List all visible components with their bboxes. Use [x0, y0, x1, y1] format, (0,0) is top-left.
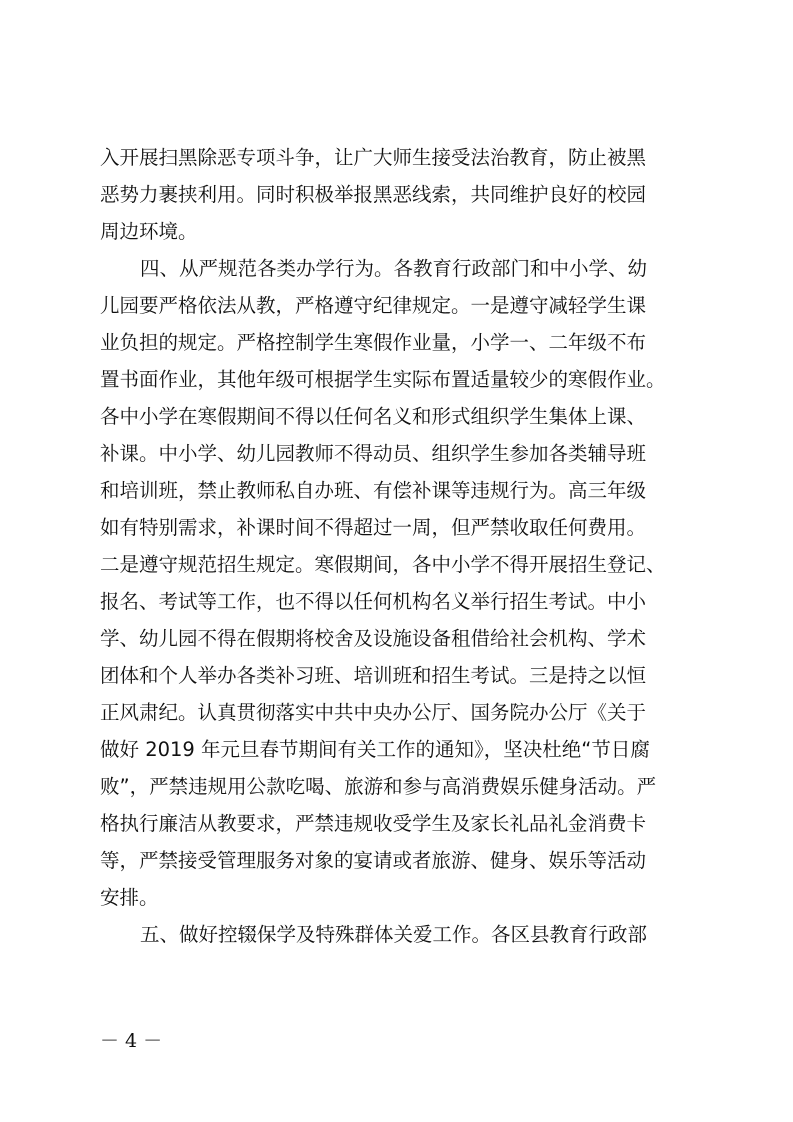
section-four-heading-line: 四、从严规范各类办学行为。各教育行政部门和中小学、幼	[140, 257, 648, 280]
text-line: 补课。中小学、幼儿园教师不得动员、组织学生参加各类辅导班	[100, 442, 647, 465]
paragraph-section-four	[100, 250, 696, 916]
text-line: 如有特别需求，补课时间不得超过一周，但严禁收取任何费用。	[100, 516, 647, 539]
text-line: 恶势力裹挟利用。同时积极举报黑恶线索，共同维护良好的校园	[100, 183, 647, 206]
text-line: 置书面作业，其他年级可根据学生实际布置适量较少的寒假作业。	[100, 368, 666, 391]
paragraph-continuation	[100, 139, 696, 250]
text-line: 周边环境。	[100, 220, 198, 243]
text-line: 学、幼儿园不得在假期将校舍及设施设备租借给社会机构、学术	[100, 627, 647, 650]
text-line: 各中小学在寒假期间不得以任何名义和形式组织学生集体上课、	[100, 405, 647, 428]
page-number: － 4 －	[100, 1030, 163, 1052]
text-line: 格执行廉洁从教要求，严禁违规收受学生及家长礼品礼金消费卡	[100, 812, 647, 835]
paragraph-section-five	[100, 916, 696, 953]
text-line: 安排。	[100, 886, 159, 909]
text-line: 和培训班，禁止教师私自办班、有偿补课等违规行为。高三年级	[100, 479, 647, 502]
text-line: 团体和个人举办各类补习班、培训班和招生考试。三是持之以恒	[100, 664, 647, 687]
text-line: 等，严禁接受管理服务对象的宴请或者旅游、健身、娱乐等活动	[100, 849, 647, 872]
document-body	[100, 139, 696, 953]
text-line: 入开展扫黑除恶专项斗争，让广大师生接受法治教育，防止被黑	[100, 146, 647, 169]
text-line: 败”，严禁违规用公款吃喝、旅游和参与高消费娱乐健身活动。严	[100, 775, 657, 798]
text-line: 业负担的规定。严格控制学生寒假作业量，小学一、二年级不布	[100, 331, 647, 354]
text-line: 做好 2019 年元旦春节期间有关工作的通知》，坚决杜绝“节日腐	[100, 738, 650, 761]
text-line: 正风肃纪。认真贯彻落实中共中央办公厅、国务院办公厅《关于	[100, 701, 647, 724]
section-five-heading-line: 五、做好控辍保学及特殊群体关爱工作。各区县教育行政部	[140, 923, 648, 946]
text-line: 儿园要严格依法从教，严格遵守纪律规定。一是遵守减轻学生课	[100, 294, 647, 317]
text-line: 报名、考试等工作，也不得以任何机构名义举行招生考试。中小	[100, 590, 647, 613]
text-line: 二是遵守规范招生规定。寒假期间，各中小学不得开展招生登记、	[100, 553, 666, 576]
